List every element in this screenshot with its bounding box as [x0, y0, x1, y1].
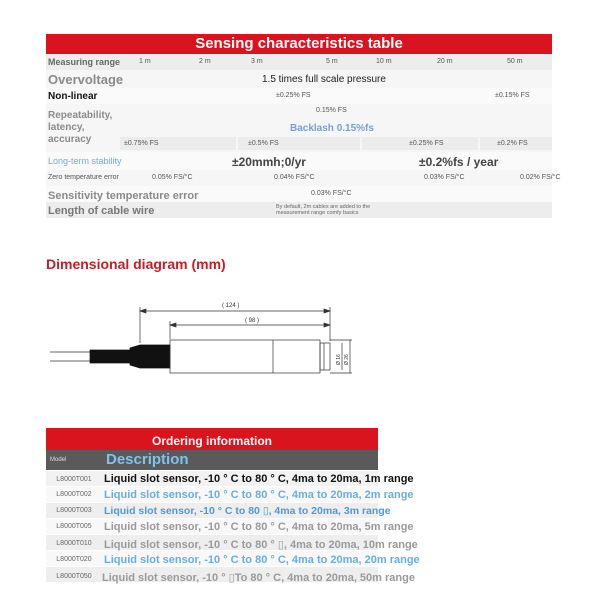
repeatability-value: 0.15% FS — [316, 107, 347, 114]
description-cell: Liquid slot sensor, -10 ° C to 80 ° ▯, 4ma to 20ma, 10m range — [104, 539, 418, 551]
model-cell: L8000T020 — [56, 556, 92, 563]
zero-temp-value-1: 0.05% FS/°C — [152, 174, 193, 181]
range-5m: 5 m — [326, 58, 338, 65]
accuracy-value-2: ±0.5% FS — [248, 140, 279, 147]
range-3m: 3 m — [251, 58, 263, 65]
zero-temp-label: Zero temperature error — [48, 174, 119, 181]
measuring-range-label: Measuring range — [48, 57, 121, 67]
zero-temp-value-2: 0.04% FS/°C — [274, 174, 315, 181]
accuracy-value-1: ±0.75% FS — [124, 140, 159, 147]
model-header: Model — [50, 457, 67, 463]
arrow-head — [324, 323, 330, 327]
range-20m: 20 m — [437, 58, 453, 65]
sensor-body — [170, 340, 320, 373]
diagram-title: Dimensional diagram (mm) — [46, 256, 226, 272]
model-cell: L8000T050 — [56, 573, 92, 580]
cable-label: Length of cable wire — [48, 205, 155, 217]
description-cell: Liquid slot sensor, -10 ° C to 80 ° C, 4ma to 20ma, 20m range — [104, 554, 420, 566]
sens-temp-value: 0.03% FS/°C — [311, 190, 352, 197]
repeatability-label-1: Repeatability, — [48, 110, 113, 121]
overvoltage-value: 1.5 times full scale pressure — [262, 74, 386, 85]
range-1m: 1 m — [139, 58, 151, 65]
model-cell: L8000T010 — [56, 540, 92, 547]
model-cell: L8000T005 — [56, 523, 92, 530]
backlash-value: Backlash 0.15%fs — [290, 123, 374, 134]
model-cell: L8000T002 — [56, 491, 92, 498]
range-10m: 10 m — [376, 58, 392, 65]
dimension-drawing — [40, 295, 380, 395]
longterm-label: Long-term stability — [48, 156, 122, 166]
longterm-value-a: ±20mmh;0/yr — [232, 155, 306, 169]
cable-note: By default, 2m cables are added to the measurement range comfy basics — [276, 204, 371, 216]
repeatability-label-2: latency, — [48, 122, 85, 133]
overvoltage-label: Overvoltage — [48, 72, 124, 87]
longterm-value-b: ±0.2%fs / year — [419, 155, 499, 169]
accuracy-value-3: ±0.25% FS — [409, 140, 444, 147]
accuracy-value-4: ±0.2% FS — [497, 140, 528, 147]
repeatability-label-3: accuracy — [48, 134, 92, 145]
nonlinear-value-a: ±0.25% FS — [276, 92, 311, 99]
spec-table-title-bar — [46, 34, 552, 54]
dim-label-d16: Ø 16 — [336, 354, 342, 365]
description-header: Description — [106, 451, 189, 468]
description-cell: Liquid slot sensor, -10 ° C to 80 ° C, 4ma to 20ma, 5m range — [104, 521, 414, 533]
description-cell: Liquid slot sensor, -10 ° C to 80 ▯, 4ma to 20ma, 3m range — [104, 505, 391, 517]
description-cell: Liquid slot sensor, -10 ° C to 80 ° C, 4ma to 20ma, 2m range — [104, 489, 414, 501]
ordering-title: Ordering information — [152, 434, 272, 448]
spec-table-title: Sensing characteristics table — [195, 35, 403, 52]
dim-label-overall: ( 124 ) — [222, 303, 240, 309]
ordering-header-row — [46, 450, 378, 470]
nonlinear-value-b: ±0.15% FS — [495, 92, 530, 99]
model-cell: L8000T001 — [56, 476, 92, 483]
description-cell: Liquid slot sensor, -10 ° C to 80 ° C, 4ma to 20ma, 1m range — [104, 473, 414, 485]
dim-label-body: ( 98 ) — [245, 318, 260, 324]
row-measuring-range — [46, 54, 552, 70]
sens-temp-label: Sensitivity temperature error — [48, 190, 199, 202]
model-cell: L8000T003 — [56, 507, 92, 514]
ordering-title-bar — [46, 428, 378, 450]
arrow-head — [140, 309, 146, 313]
dim-label-d26: Ø 26 — [344, 354, 350, 365]
arrow-head — [170, 323, 176, 327]
sensor-tip — [320, 343, 330, 370]
description-cell: Liquid slot sensor, -10 ° ▯To 80 ° C, 4ma to 20ma, 50m range — [102, 572, 415, 584]
cable-gland — [130, 345, 170, 368]
arrow-head — [324, 309, 330, 313]
range-50m: 50 m — [507, 58, 523, 65]
nonlinear-label: Non-linear — [48, 91, 98, 102]
cable-sleeve — [90, 350, 130, 363]
zero-temp-value-4: 0.02% FS/°C — [520, 174, 561, 181]
range-2m: 2 m — [199, 58, 211, 65]
zero-temp-value-3: 0.03% FS/°C — [424, 174, 465, 181]
